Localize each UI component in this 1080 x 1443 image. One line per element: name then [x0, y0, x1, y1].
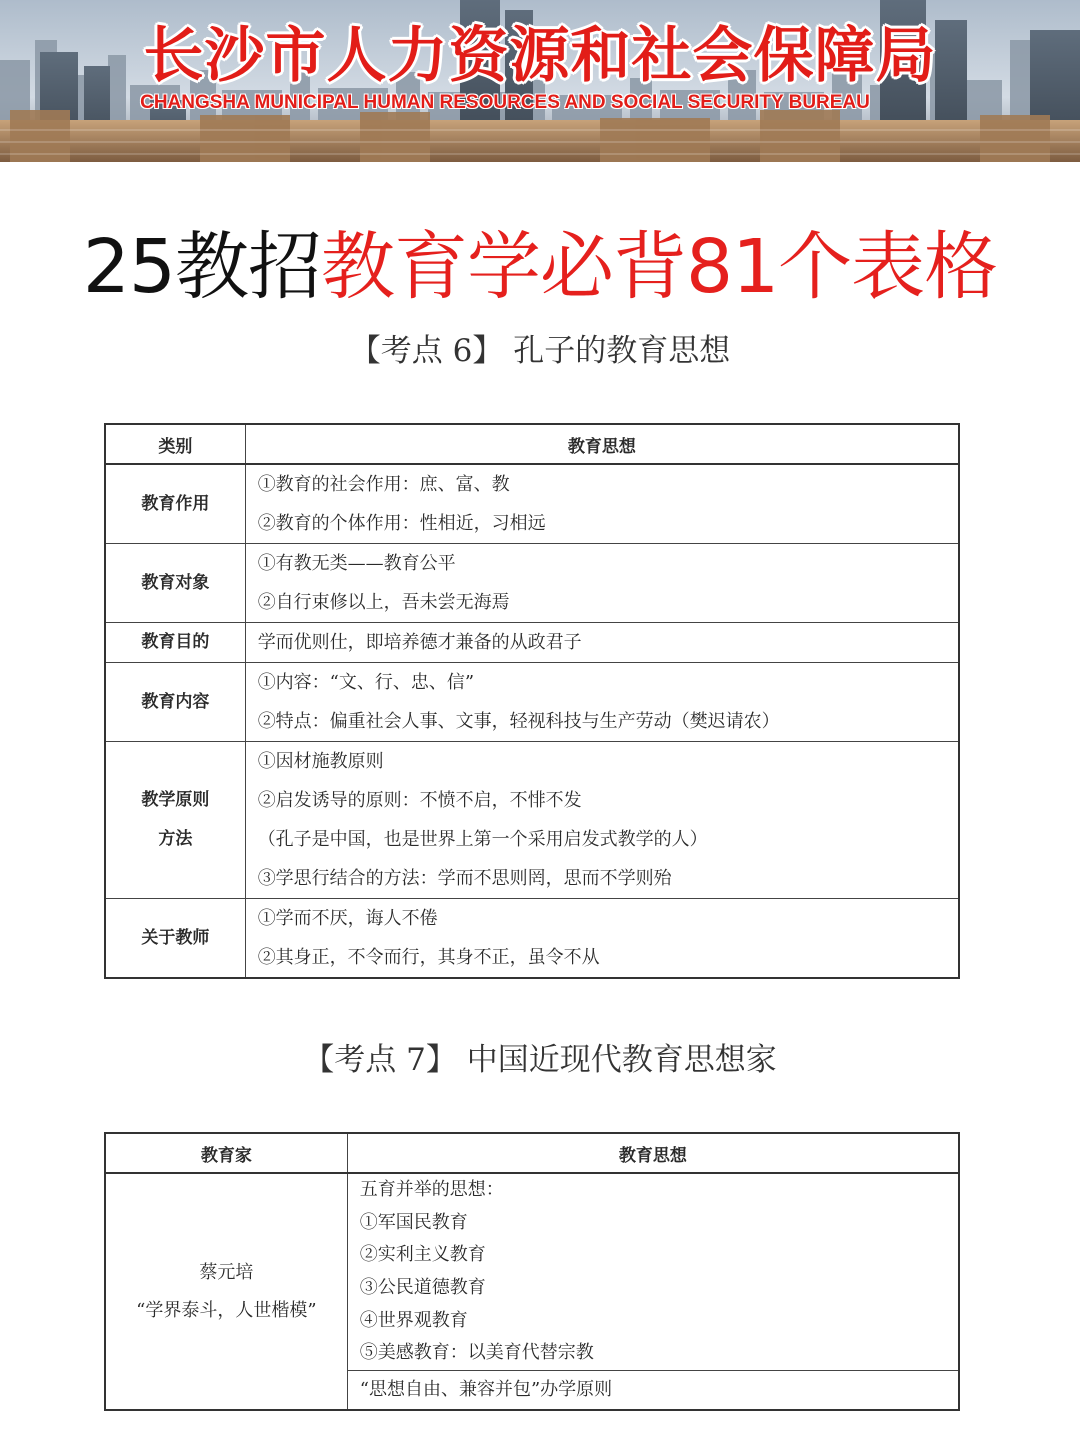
category-text: 教育作用 — [141, 493, 210, 514]
row-content — [245, 623, 959, 663]
content-line: ②启发诱导的原则：不愤不启，不悱不发 — [257, 790, 582, 811]
row-content — [347, 1371, 959, 1411]
table-header-row — [105, 424, 959, 464]
category-text: 教育对象 — [141, 572, 210, 593]
header-banner — [0, 0, 1080, 162]
category-text: 教育目的 — [141, 632, 210, 652]
educator-name: 蔡元培 — [199, 1261, 254, 1283]
row-content — [245, 742, 959, 899]
row-category — [105, 544, 245, 623]
content-line: ①军国民教育 — [359, 1211, 468, 1233]
section-7-title: 【考点 7】 中国近现代教育思想家 — [303, 1042, 777, 1078]
content-line: ①教育的社会作用：庶、富、教 — [257, 474, 510, 495]
content-line: ②教育的个体作用：性相近，习相远 — [257, 513, 546, 534]
table-row — [105, 899, 959, 979]
page-title — [0, 222, 1080, 312]
content-line: ⑤美感教育：以美育代替宗教 — [359, 1342, 594, 1364]
table-row — [105, 663, 959, 742]
table-row — [105, 742, 959, 899]
content-line: ①内容：“文、行、忠、信” — [257, 672, 475, 693]
category-text: 方法 — [158, 829, 193, 849]
content-line: ②其身正，不令而行，其身不正，虽令不从 — [257, 947, 600, 968]
content-line: ①学而不厌，诲人不倦 — [257, 908, 438, 929]
content-line: ②特点：偏重社会人事、文事，轻视科技与生产劳动（樊迟请农） — [257, 711, 780, 732]
header-educator: 教育家 — [105, 1133, 347, 1173]
content-line: 学而优则仕，即培养德才兼备的从政君子 — [257, 632, 582, 653]
content-line: “思想自由、兼容并包”办学原则 — [359, 1379, 613, 1401]
header-thought: 教育思想 — [347, 1133, 959, 1173]
row-content — [347, 1173, 959, 1371]
row-category — [105, 899, 245, 979]
table-row — [105, 464, 959, 544]
educator-cell — [105, 1173, 347, 1410]
title-highlight: 教育学必背81个表格 — [321, 224, 998, 310]
title-prefix: 25教招 — [82, 224, 321, 310]
table-row — [105, 544, 959, 623]
content-line: ①有教无类——教育公平 — [257, 553, 456, 574]
table-row — [105, 1173, 959, 1371]
table-header-row — [105, 1133, 959, 1173]
content-line: ①因材施教原则 — [257, 751, 384, 772]
row-category — [105, 742, 245, 899]
section-6-title: 【考点 6】 孔子的教育思想 — [349, 333, 731, 369]
content-line: ②实利主义教育 — [359, 1244, 486, 1266]
bureau-title: 长沙市人力资源和社会保障局 — [143, 21, 937, 91]
content-line: ④世界观教育 — [359, 1309, 468, 1331]
content-line: ③学思行结合的方法：学而不思则罔，思而不学则殆 — [257, 868, 672, 889]
row-content — [245, 464, 959, 544]
header-category: 类别 — [105, 424, 245, 464]
educator-epithet: “学界泰斗，人世楷模” — [136, 1299, 317, 1321]
content-line: ③公民道德教育 — [359, 1277, 486, 1299]
row-content — [245, 663, 959, 742]
category-text: 教学原则 — [141, 790, 210, 810]
row-content — [245, 544, 959, 623]
confucius-table — [104, 423, 960, 979]
row-category — [105, 464, 245, 544]
content-line: （孔子是中国，也是世界上第一个采用启发式教学的人） — [257, 829, 708, 850]
educators-table — [104, 1132, 960, 1411]
category-text: 教育内容 — [141, 691, 210, 712]
table-row — [105, 623, 959, 663]
row-content — [245, 899, 959, 979]
content-line: ②自行束修以上，吾未尝无海焉 — [257, 592, 510, 613]
header-thought: 教育思想 — [245, 424, 959, 464]
row-category — [105, 663, 245, 742]
bureau-subtitle: CHANGSHA MUNICIPAL HUMAN RESOURCES AND SOCIAL SECURITY BUREAU — [140, 92, 870, 113]
content-line: 五育并举的思想： — [359, 1179, 504, 1200]
row-category — [105, 623, 245, 663]
category-text: 关于教师 — [141, 927, 210, 948]
